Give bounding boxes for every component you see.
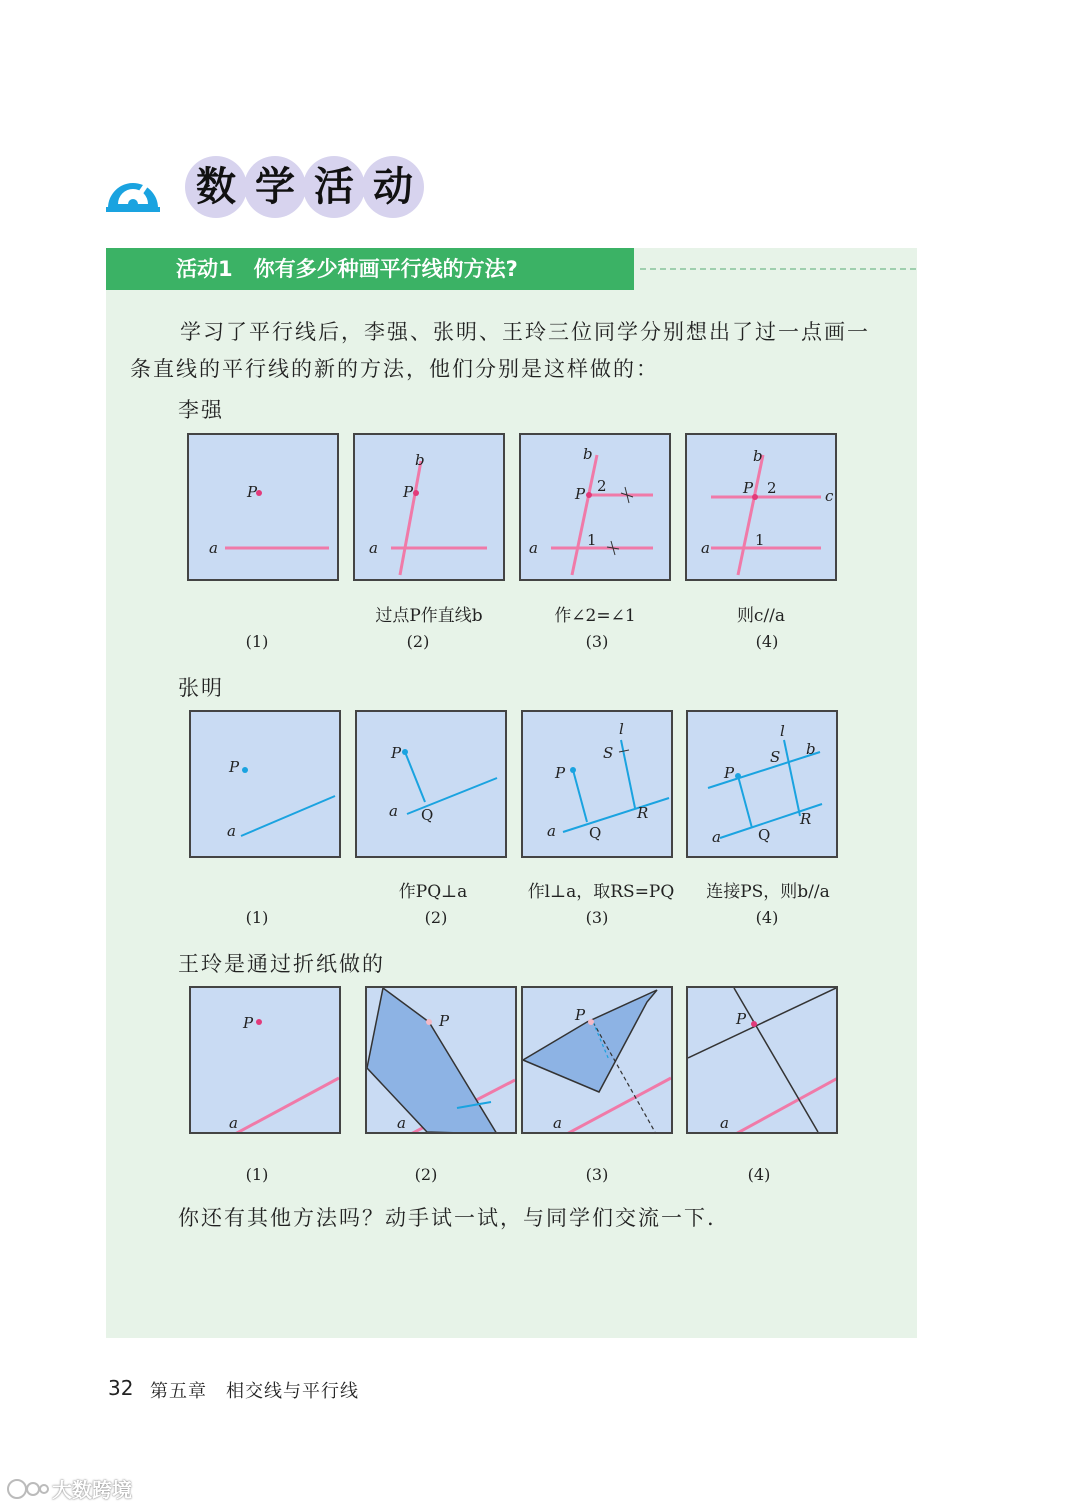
wang-figure-1 <box>189 986 341 1134</box>
zhang-caption-2: 作PQ⊥a <box>398 882 468 902</box>
zhang-caption-3: 作l⊥a，取RS=PQ <box>527 882 675 902</box>
zhang-figure-1 <box>189 710 341 858</box>
svg-text:1: 1 <box>755 531 765 549</box>
svg-text:P: P <box>575 485 586 503</box>
wang-number-3: (3) <box>585 1165 609 1184</box>
intro-line-1: 学习了平行线后，李强、张明、王玲三位同学分别想出了过一点画一 <box>180 320 870 344</box>
svg-text:P: P <box>243 1014 254 1032</box>
wang-number-2: (2) <box>414 1165 438 1184</box>
svg-text:2: 2 <box>767 479 777 497</box>
li-figure-4 <box>685 433 837 581</box>
li-number-2: (2) <box>406 632 430 651</box>
svg-text:P: P <box>555 764 566 782</box>
zhang-number-2: (2) <box>424 908 448 927</box>
svg-text:2: 2 <box>597 477 607 495</box>
zhang-ming-label: 张明 <box>178 676 224 700</box>
svg-text:b: b <box>583 445 593 463</box>
svg-text:S: S <box>603 744 614 762</box>
title-char-2: 学 <box>244 156 306 218</box>
svg-text:a: a <box>229 1114 238 1132</box>
page-number: 32 <box>108 1376 134 1400</box>
wang-figure-4 <box>686 986 838 1134</box>
zhang-figure-4 <box>686 710 838 858</box>
wang-figure-2 <box>365 986 517 1134</box>
li-figure-1 <box>187 433 339 581</box>
zhang-number-1: (1) <box>245 908 269 927</box>
svg-text:P: P <box>439 1012 450 1030</box>
svg-text:P: P <box>736 1010 747 1028</box>
chapter-title: 第五章 相交线与平行线 <box>150 1381 359 1402</box>
svg-text:b: b <box>753 447 763 465</box>
svg-text:R: R <box>800 810 812 828</box>
title-char-3: 活 <box>303 156 365 218</box>
svg-text:l: l <box>619 720 624 738</box>
zhang-figure-2 <box>355 710 507 858</box>
svg-text:S: S <box>770 748 781 766</box>
svg-text:c: c <box>825 487 834 505</box>
svg-text:b: b <box>415 451 425 469</box>
svg-text:Q: Q <box>758 826 771 844</box>
watermark: 大数跨境 <box>52 1478 132 1502</box>
svg-text:a: a <box>712 828 721 846</box>
zhang-caption-4: 连接PS，则b//a <box>706 882 830 902</box>
li-caption-2: 过点P作直线b <box>375 606 483 626</box>
svg-text:P: P <box>391 744 402 762</box>
zhang-number-3: (3) <box>585 908 609 927</box>
svg-text:a: a <box>720 1114 729 1132</box>
svg-text:P: P <box>403 483 414 501</box>
svg-text:a: a <box>397 1114 406 1132</box>
svg-text:P: P <box>743 479 754 497</box>
title-char-1: 数 <box>185 156 247 218</box>
svg-text:a: a <box>553 1114 562 1132</box>
li-caption-4: 则c//a <box>736 606 786 626</box>
svg-text:P: P <box>247 483 258 501</box>
svg-text:a: a <box>369 539 378 557</box>
title-char-4: 动 <box>362 156 424 218</box>
title-divider <box>640 268 916 270</box>
intro-line-2: 条直线的平行线的新的方法，他们分别是这样做的： <box>130 357 659 381</box>
li-number-3: (3) <box>585 632 609 651</box>
svg-text:a: a <box>389 802 398 820</box>
wang-figure-3 <box>521 986 673 1134</box>
svg-text:Q: Q <box>589 824 602 842</box>
li-number-1: (1) <box>245 632 269 651</box>
li-qiang-label: 李强 <box>178 398 224 422</box>
svg-text:a: a <box>209 539 218 557</box>
li-figure-3 <box>519 433 671 581</box>
closing-text: 你还有其他方法吗？动手试一试，与同学们交流一下. <box>178 1206 716 1230</box>
svg-text:Q: Q <box>421 806 434 824</box>
intro-paragraph <box>130 314 910 388</box>
zhang-number-4: (4) <box>755 908 779 927</box>
svg-text:l: l <box>780 722 785 740</box>
svg-text:a: a <box>547 822 556 840</box>
svg-text:P: P <box>229 758 240 776</box>
gauge-icon <box>104 160 162 214</box>
svg-text:R: R <box>637 804 649 822</box>
svg-text:P: P <box>724 764 735 782</box>
svg-text:P: P <box>575 1006 586 1024</box>
svg-text:a: a <box>227 822 236 840</box>
li-figure-2 <box>353 433 505 581</box>
wang-number-1: (1) <box>245 1165 269 1184</box>
svg-text:b: b <box>806 740 816 758</box>
activity-title: 活动1 你有多少种画平行线的方法? <box>176 257 518 281</box>
svg-text:a: a <box>529 539 538 557</box>
li-number-4: (4) <box>755 632 779 651</box>
li-caption-3: 作∠2=∠1 <box>554 606 636 626</box>
svg-text:a: a <box>701 539 710 557</box>
wang-ling-label: 王玲是通过折纸做的 <box>178 952 385 976</box>
wang-number-4: (4) <box>747 1165 771 1184</box>
zhang-figure-3 <box>521 710 673 858</box>
svg-text:1: 1 <box>587 531 597 549</box>
watermark-logo-icon <box>6 1476 50 1502</box>
